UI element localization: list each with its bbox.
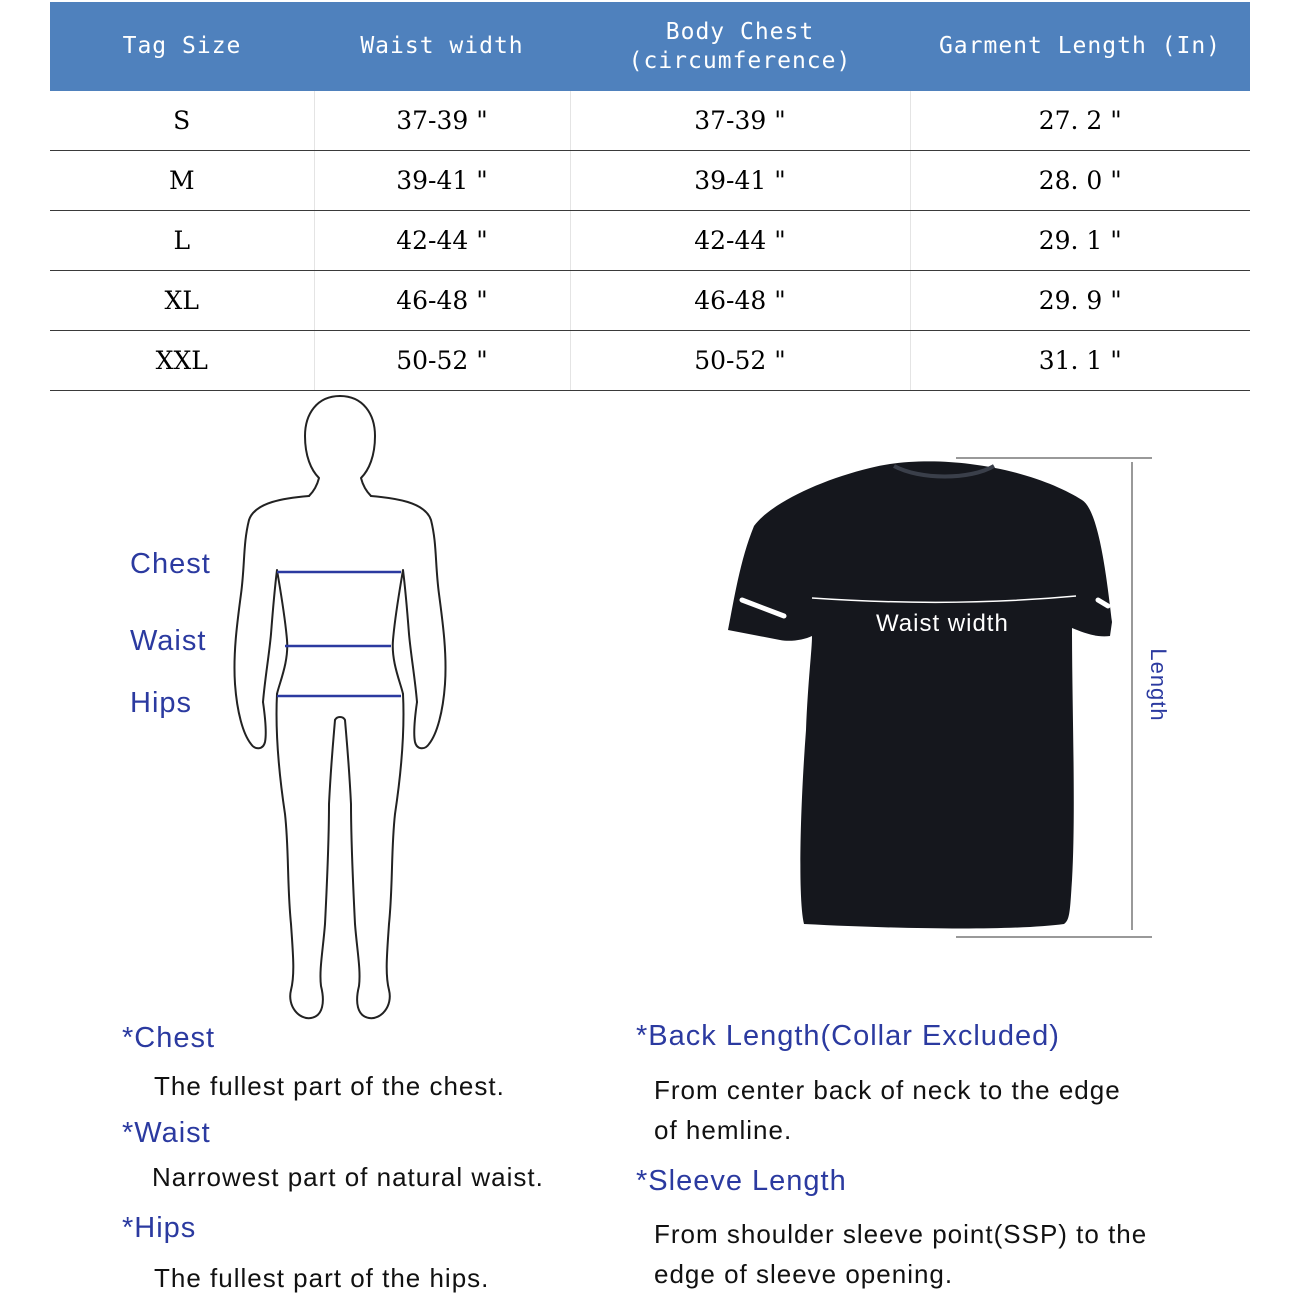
chest-note-text: The fullest part of the chest. — [154, 1071, 505, 1101]
cell-size: XXL — [50, 331, 314, 391]
sleeve-length-note-heading: *Sleeve Length — [636, 1165, 847, 1197]
size-chart-table — [50, 2, 1250, 391]
sleeve-length-note-text-1: From shoulder sleeve point(SSP) to the — [654, 1219, 1148, 1249]
hips-note-text: The fullest part of the hips. — [154, 1263, 490, 1293]
cell-length: 31. 1 " — [910, 331, 1250, 391]
header-waist-width: Waist width — [314, 2, 570, 91]
body-outline-figure — [225, 394, 455, 1026]
cell-chest: 42-44 " — [570, 211, 910, 271]
header-body-chest-line1: Body Chest — [665, 18, 815, 45]
cell-size: L — [50, 211, 314, 271]
back-length-note-text-2: of hemline. — [654, 1115, 793, 1145]
cell-waist: 42-44 " — [314, 211, 570, 271]
waist-label: Waist — [130, 625, 207, 657]
back-length-note-text-1: From center back of neck to the edge — [654, 1075, 1121, 1105]
header-body-chest-line2: (circumference) — [628, 47, 852, 74]
shirt-waist-width-label: Waist width — [876, 610, 1009, 637]
hips-note-heading: *Hips — [122, 1212, 197, 1244]
waist-note-text: Narrowest part of natural waist. — [152, 1162, 544, 1192]
cell-size: S — [50, 91, 314, 151]
table-header-row — [50, 2, 1250, 91]
table-row — [50, 211, 1250, 271]
chest-note-heading: *Chest — [122, 1022, 216, 1054]
header-tag-size: Tag Size — [50, 2, 314, 91]
cell-waist: 50-52 " — [314, 331, 570, 391]
cell-length: 28. 0 " — [910, 151, 1250, 211]
header-garment-length: Garment Length (In) — [910, 2, 1250, 91]
cell-size: XL — [50, 271, 314, 331]
cell-waist: 46-48 " — [314, 271, 570, 331]
cell-length: 29. 9 " — [910, 271, 1250, 331]
table-row — [50, 271, 1250, 331]
cell-length: 27. 2 " — [910, 91, 1250, 151]
right-leg-outline — [335, 694, 404, 1018]
cell-size: M — [50, 151, 314, 211]
table-row — [50, 331, 1250, 391]
table-row — [50, 91, 1250, 151]
tshirt-body — [728, 461, 1112, 928]
cell-chest: 46-48 " — [570, 271, 910, 331]
hips-label: Hips — [130, 687, 193, 719]
cell-waist: 37-39 " — [314, 91, 570, 151]
tshirt-figure — [720, 450, 1170, 945]
cell-waist: 39-41 " — [314, 151, 570, 211]
table-row — [50, 151, 1250, 211]
cell-chest: 39-41 " — [570, 151, 910, 211]
back-length-note-heading: *Back Length(Collar Excluded) — [636, 1020, 1060, 1052]
waist-note-heading: *Waist — [122, 1117, 211, 1149]
sleeve-length-note-text-2: edge of sleeve opening. — [654, 1259, 954, 1289]
chest-label: Chest — [130, 548, 211, 580]
header-body-chest — [570, 2, 910, 91]
left-leg-outline — [276, 694, 335, 1018]
cell-length: 29. 1 " — [910, 211, 1250, 271]
cell-chest: 37-39 " — [570, 91, 910, 151]
shirt-length-label: Length — [1146, 648, 1171, 722]
cell-chest: 50-52 " — [570, 331, 910, 391]
head-outline — [305, 396, 340, 496]
